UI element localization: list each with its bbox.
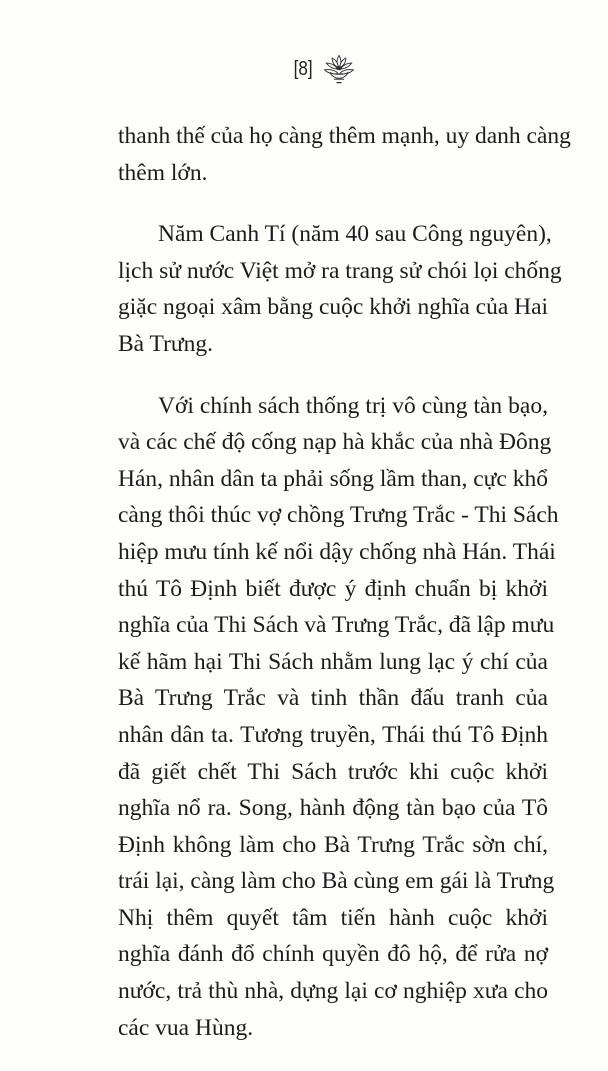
- text-line: hiệp mưu tính kế nổi dậy chống nhà Hán. Thái: [118, 538, 556, 565]
- text-line: giặc ngoại xâm bằng cuộc khởi nghĩa của Hai: [118, 294, 549, 321]
- text-line: nghĩa nổ ra. Song, hành động tàn bạo của Tô: [118, 795, 548, 822]
- paragraph-3: [118, 388, 559, 1047]
- paragraph-1: [118, 118, 571, 191]
- text-line: lịch sử nước Việt mở ra trang sử chói lọi chống: [118, 257, 562, 284]
- text-line: Bà Trưng.: [118, 330, 214, 357]
- text-line: càng thôi thúc vợ chồng Trưng Trắc - Thi Sách: [118, 502, 559, 529]
- text-line: đã giết chết Thi Sách trước khi cuộc khởi: [118, 758, 548, 785]
- text-line: nghĩa đánh đổ chính quyền đô hộ, để rửa nợ: [118, 941, 548, 968]
- text-line: nghĩa của Thi Sách và Trưng Trắc, đã lập mưu: [118, 612, 555, 639]
- text-line: nhân dân ta. Tương truyền, Thái thú Tô Định: [118, 721, 548, 748]
- text-line: thú Tô Định biết được ý định chuẩn bị khởi: [118, 575, 548, 602]
- text-line: thanh thế của họ càng thêm mạnh, uy danh càng: [118, 123, 571, 149]
- body-text: [118, 118, 571, 1071]
- paragraph-2: [118, 216, 562, 362]
- text-line: Nhị thêm quyết tâm tiến hành cuộc khởi: [118, 904, 548, 931]
- text-line: Bà Trưng Trắc và tinh thần đấu tranh của: [118, 685, 548, 712]
- text-line: kế hãm hại Thi Sách nhằm lung lạc ý chí của: [118, 648, 548, 675]
- text-line: trái lại, càng làm cho Bà cùng em gái là Trưng: [118, 868, 555, 895]
- page-header: [0, 52, 608, 86]
- text-line: và các chế độ cống nạp hà khắc của nhà Đông: [118, 429, 552, 456]
- text-line: Định không làm cho Bà Trưng Trắc sờn chí,: [118, 831, 548, 858]
- text-line: Hán, nhân dân ta phải sống lầm than, cực khổ: [118, 465, 548, 492]
- text-line: Năm Canh Tí (năm 40 sau Công nguyên),: [158, 221, 552, 248]
- text-line: các vua Hùng.: [118, 1014, 254, 1041]
- text-line: nước, trả thù nhà, dựng lại cơ nghiệp xưa cho: [118, 978, 548, 1005]
- page-number: [8]: [293, 57, 313, 80]
- text-line: thêm lớn.: [118, 159, 208, 186]
- lotus-icon: [322, 52, 356, 86]
- text-line: Với chính sách thống trị vô cùng tàn bạo,: [158, 392, 548, 419]
